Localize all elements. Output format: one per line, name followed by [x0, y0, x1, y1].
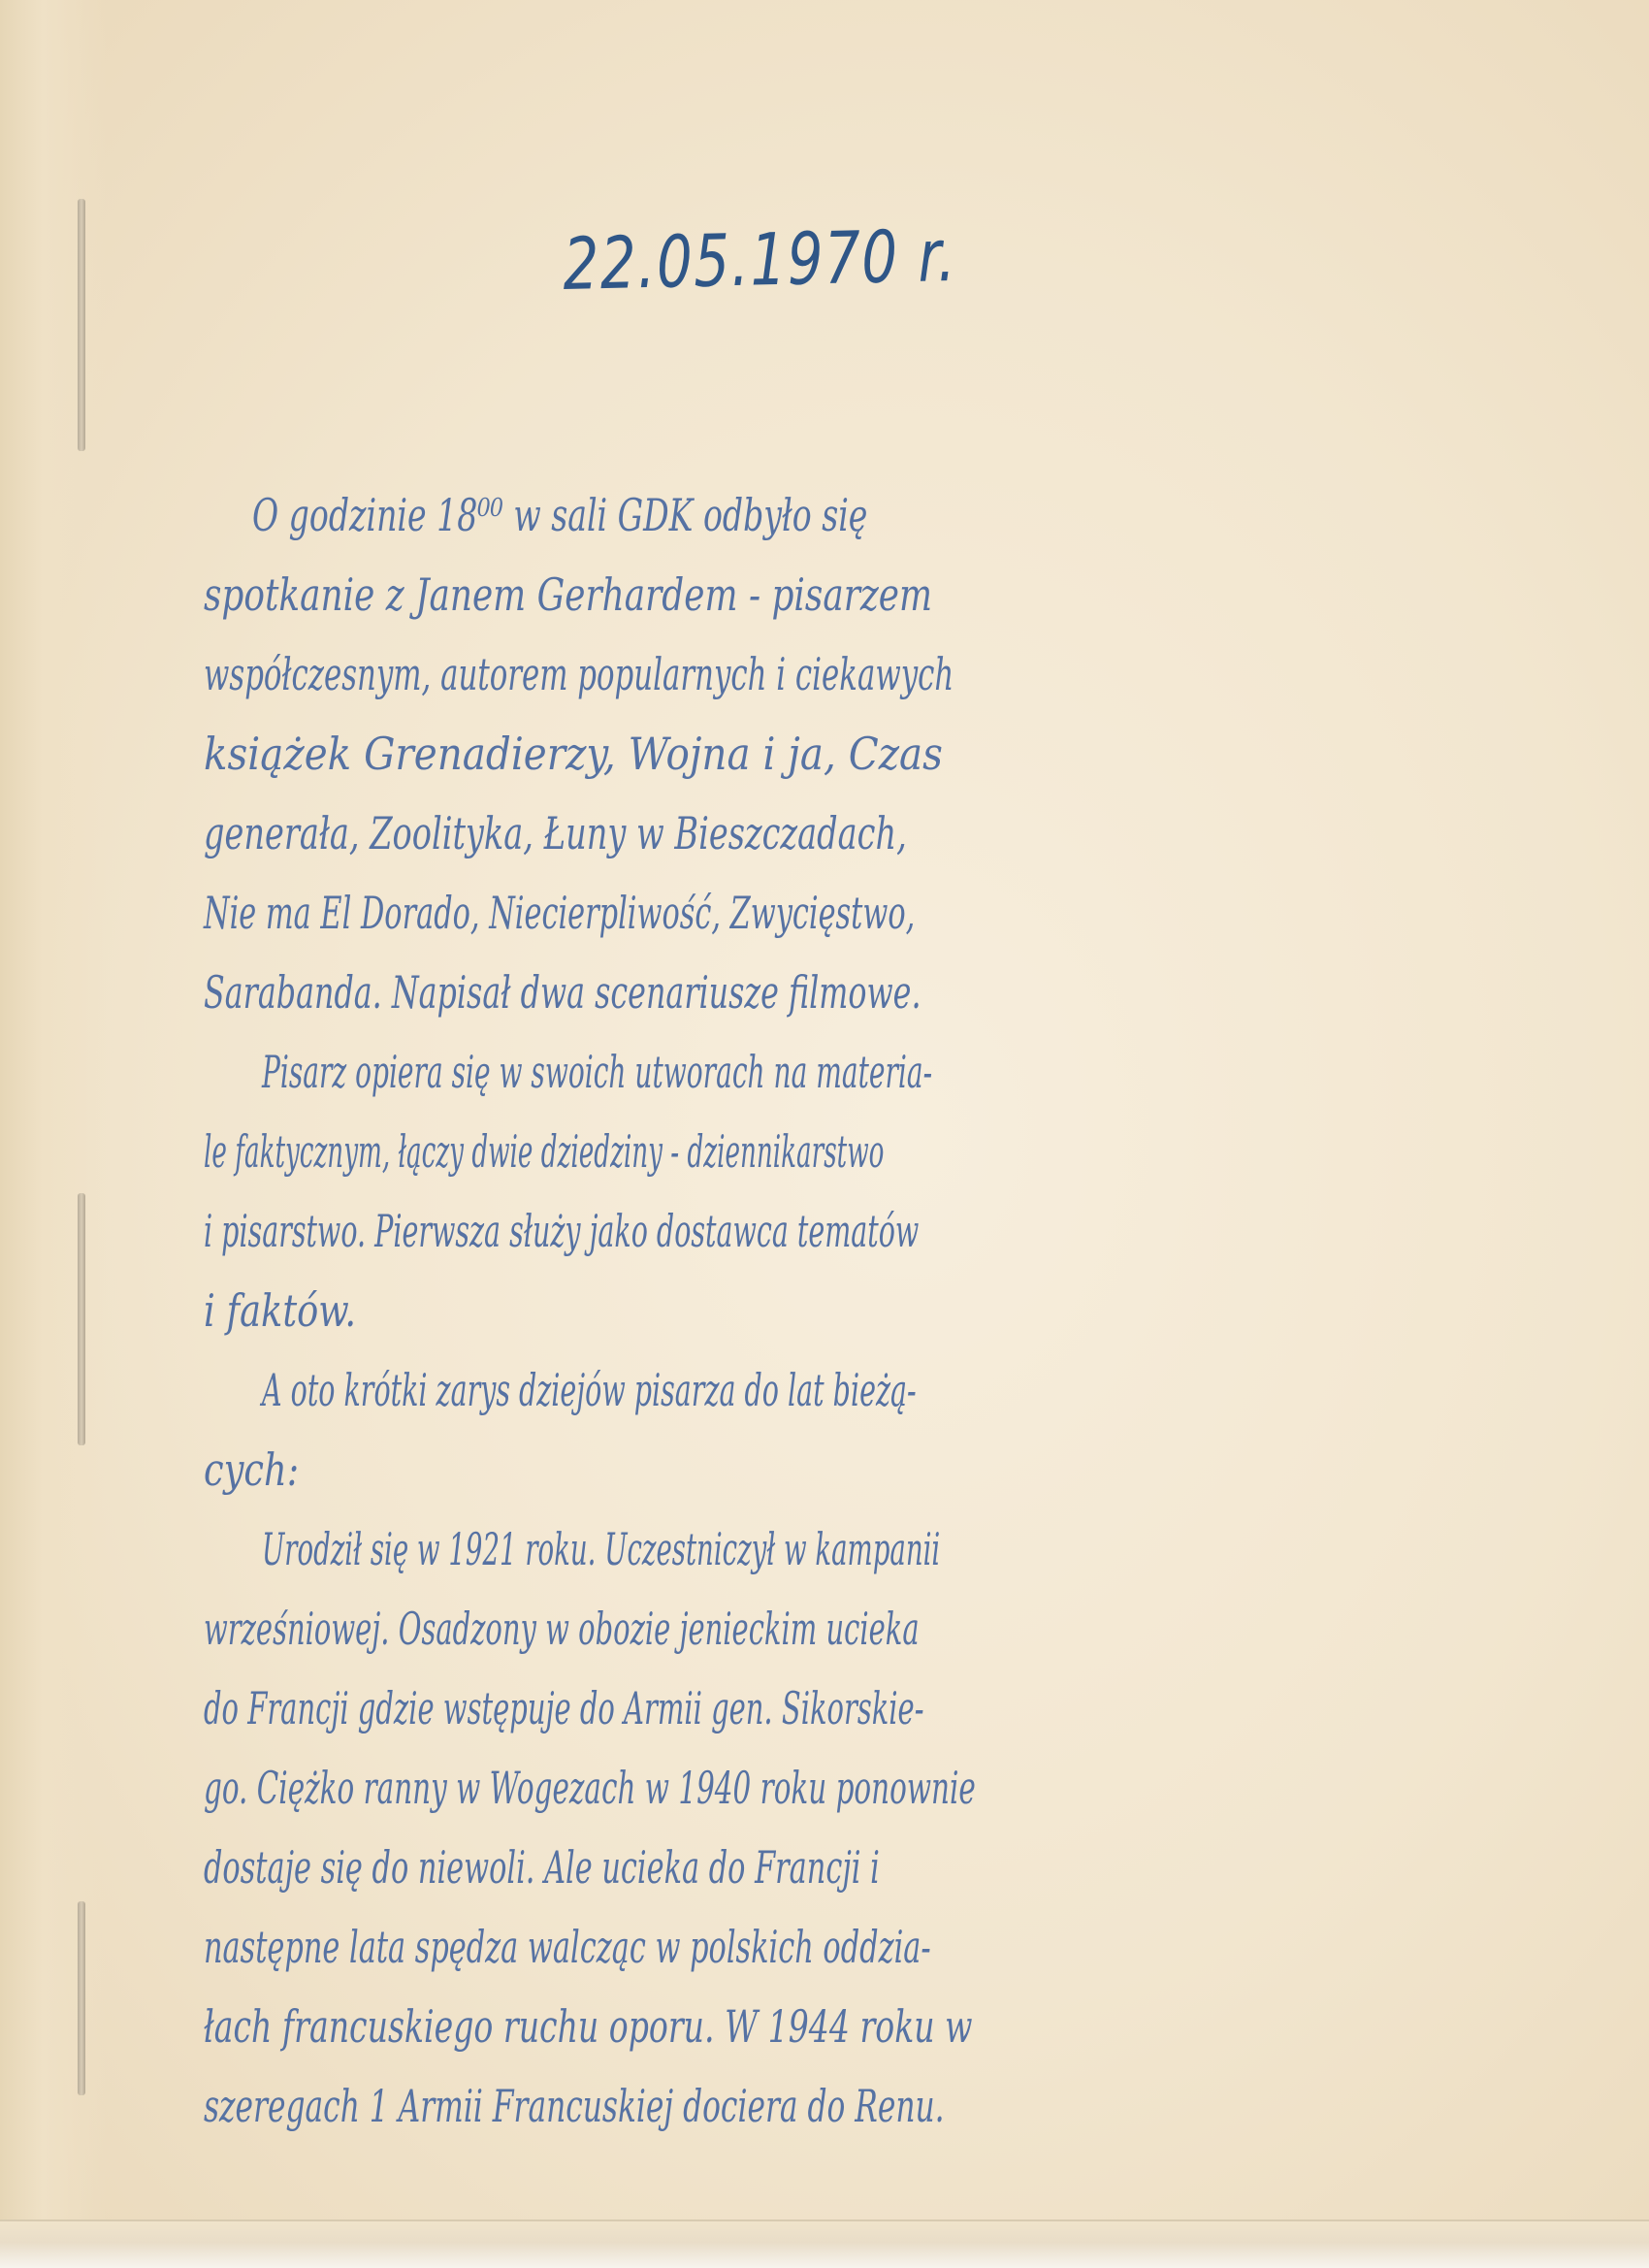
- text-line: Pisarz opiera się w swoich utworach na materia-: [262, 1046, 933, 1098]
- text-line: Nie ma El Dorado, Niecierpliwość, Zwycięstwo,: [204, 887, 916, 939]
- entry-date: 22.05.1970 r.: [563, 213, 958, 307]
- text-line: cych:: [204, 1443, 300, 1496]
- text-line: Sarabanda. Napisał dwa scenariusze filmowe.: [204, 966, 922, 1019]
- text-line: wrześniowej. Osadzony w obozie jenieckim ucieka: [204, 1603, 920, 1655]
- text-line: Urodził się w 1921 roku. Uczestniczył w kampanii: [262, 1523, 941, 1575]
- text-line: następne lata spędza walcząc w polskich oddzia-: [204, 1921, 931, 1973]
- text-line: książek Grenadierzy, Wojna i ja, Czas: [204, 728, 943, 780]
- text-line: spotkanie z Janem Gerhardem - pisarzem: [204, 568, 933, 621]
- text-line: do Francji gdzie wstępuje do Armii gen. Sikorskie-: [204, 1682, 924, 1734]
- binding-staple: [78, 199, 85, 451]
- text-line: współczesnym, autorem popularnych i ciekawych: [204, 648, 954, 700]
- text-line: A oto krótki zarys dziejów pisarza do lat bieżą-: [262, 1364, 917, 1416]
- binding-staple: [78, 1193, 85, 1445]
- page-bottom-edge: [0, 2219, 1649, 2268]
- text-line: O godzinie 18⁰⁰ w sali GDK odbyło się: [252, 489, 868, 541]
- handwritten-text: [204, 475, 1523, 2146]
- text-line: le faktycznym, łączy dwie dziedziny - dziennikarstwo: [204, 1125, 885, 1178]
- text-line: łach francuskiego ruchu oporu. W 1944 roku w: [204, 2000, 973, 2053]
- text-line: go. Ciężko ranny w Wogezach w 1940 roku ponownie: [204, 1762, 976, 1814]
- text-line: dostaje się do niewoli. Ale ucieka do Francji i: [204, 1841, 880, 1894]
- gutter-shadow: [0, 0, 107, 2268]
- text-line: i pisarstwo. Pierwsza służy jako dostawca tematów: [204, 1205, 920, 1257]
- text-line: szeregach 1 Armii Francuskiej dociera do Renu.: [204, 2080, 945, 2132]
- text-line: generała, Zoolityka, Łuny w Bieszczadach,: [204, 807, 907, 859]
- binding-staple: [78, 1901, 85, 2095]
- text-line: i faktów.: [204, 1284, 357, 1337]
